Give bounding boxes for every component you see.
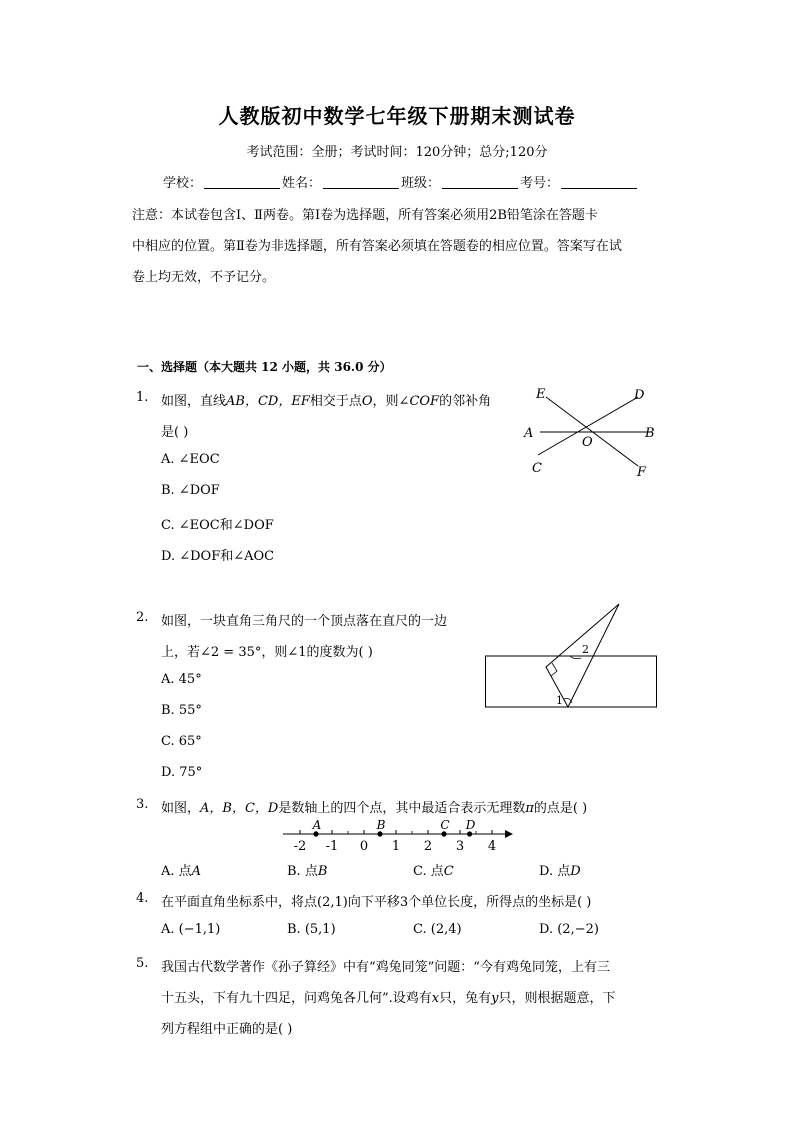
q1-stem-text: 如图，直线 xyxy=(161,394,227,409)
q3-stem-text: 如图， xyxy=(161,801,201,816)
q4-option-b[interactable]: B. (5,1) xyxy=(287,922,336,937)
q3-option-d[interactable] xyxy=(539,860,581,879)
q1-stem-angle: ∠COF xyxy=(398,394,440,409)
number-blank[interactable] xyxy=(561,176,637,189)
notice-line-3: 卷上均无效，不予记分。 xyxy=(132,270,276,285)
point-a-dot xyxy=(313,831,318,836)
q5-line-1: 我国古代数学著作《孙子算经》中有“鸡兔同笼”问题：“今有鸡兔同笼，上有三 xyxy=(161,960,610,975)
q2-option-d[interactable]: D. 75° xyxy=(161,765,203,780)
tick-label: -2 xyxy=(293,839,307,854)
q3-option-a[interactable] xyxy=(161,860,201,879)
q2-option-c[interactable]: C. 65° xyxy=(161,734,202,749)
q1-option-d-a: D. ∠DOF xyxy=(161,549,221,564)
q3-option-a-text: A. 点 xyxy=(161,864,192,879)
q3-stem-points: A，B，C，D xyxy=(200,801,279,816)
school-label: 学校： xyxy=(163,176,203,191)
q3-option-b-point: B xyxy=(317,864,328,879)
tick-label: 2 xyxy=(423,839,433,854)
q5-line-3: 列方程组中正确的是( ) xyxy=(161,1022,293,1037)
q4-stem: 在平面直角坐标系中，将点(2,1)向下平移3个单位长度，所得点的坐标是( ) xyxy=(161,895,592,910)
label-a: A xyxy=(524,426,534,441)
point-c-dot xyxy=(441,831,446,836)
page-title: 人教版初中数学七年级下册期末测试卷 xyxy=(218,104,576,128)
q5-line-2-c: 只，兔有 xyxy=(439,991,492,1006)
q3-option-b-text: B. 点 xyxy=(287,864,318,879)
q1-option-d-b: ∠AOC xyxy=(233,549,275,564)
axis-arrow xyxy=(505,830,513,838)
label-f: F xyxy=(637,465,647,480)
q1-stem-text-2: 相交于点 xyxy=(309,394,362,409)
notice-line-2: 中相应的位置。第Ⅱ卷为非选择题，所有答案必须填在答题卷的相应位置。答案写在试 xyxy=(132,239,622,254)
q1-option-b[interactable]: B. ∠DOF xyxy=(161,483,220,498)
number-line xyxy=(280,815,515,855)
q1-option-c-b: ∠DOF xyxy=(232,518,274,533)
q2-number: 2. xyxy=(136,610,149,625)
q3-option-b[interactable] xyxy=(287,860,327,879)
number-label: 考号： xyxy=(520,176,560,191)
q1-stem-text-4: 的邻补角 xyxy=(439,394,492,409)
q4-number: 4. xyxy=(136,891,149,906)
q1-option-d[interactable] xyxy=(161,545,274,564)
q2-option-b[interactable]: B. 55° xyxy=(161,703,202,718)
q3-option-a-point: A xyxy=(191,864,202,879)
label-e: E xyxy=(536,387,546,402)
q2-stem-line2: 上，若∠2 = 35°，则∠1的度数为( ) xyxy=(161,645,373,660)
q3-stem-pi: π xyxy=(525,801,534,816)
q3-option-d-point: D xyxy=(570,864,581,879)
q1-stem-text-3: ，则 xyxy=(372,394,399,409)
q3-option-c[interactable] xyxy=(413,860,454,879)
q4-option-c[interactable]: C. (2,4) xyxy=(413,922,462,937)
q5-line-2-a: 十五头，下有九十四足，问鸡兔各几何”.设鸡有 xyxy=(161,991,432,1006)
q1-option-c[interactable] xyxy=(161,514,274,533)
point-d-dot xyxy=(467,831,472,836)
q3-stem xyxy=(161,797,587,816)
tick-label: -1 xyxy=(325,839,339,854)
q2-stem-line1: 如图，一块直角三角尺的一个顶点落在直尺的一边 xyxy=(161,614,448,629)
name-label: 姓名： xyxy=(282,176,322,191)
school-blank[interactable] xyxy=(204,176,280,189)
q5-line-2-e: 只，则根据题意，下 xyxy=(498,991,616,1006)
tick-label: 4 xyxy=(487,839,497,854)
q1-stem xyxy=(161,390,491,409)
point-d-label: D xyxy=(465,818,476,832)
q2-figure xyxy=(484,602,660,712)
q3-option-d-text: D. 点 xyxy=(539,864,571,879)
name-blank[interactable] xyxy=(323,176,399,189)
notice xyxy=(132,200,667,293)
tick-label: 1 xyxy=(391,839,401,854)
point-a-label: A xyxy=(312,818,322,832)
q1-option-c-and: 和 xyxy=(219,518,233,533)
student-info-line xyxy=(163,172,639,191)
angle-2-label: 2 xyxy=(582,643,589,656)
q5-number: 5. xyxy=(136,956,149,971)
q1-stem-line2: 是( ) xyxy=(161,425,189,440)
class-blank[interactable] xyxy=(442,176,518,189)
q3-number: 3. xyxy=(136,797,149,812)
q5-var-y: y xyxy=(491,991,499,1006)
right-angle-mark xyxy=(551,663,557,676)
q1-stem-point: O xyxy=(361,394,373,409)
q3-stem-text-2: 是数轴上的四个点，其中最适合表示无理数 xyxy=(278,801,526,816)
q5-line-2 xyxy=(161,987,616,1006)
q1-option-c-a: C. ∠EOC xyxy=(161,518,220,533)
tick-label: 3 xyxy=(455,839,465,854)
point-c-label: C xyxy=(440,818,450,832)
exam-info: 考试范围：全册；考试时间：120分钟；总分;120分 xyxy=(246,145,548,160)
q3-stem-text-3: 的点是( ) xyxy=(533,801,588,816)
q3-option-c-point: C xyxy=(443,864,454,879)
class-label: 班级： xyxy=(401,176,441,191)
label-d: D xyxy=(634,388,645,403)
q1-number: 1. xyxy=(136,390,149,405)
ruler xyxy=(486,656,657,707)
label-o: O xyxy=(582,435,593,450)
q1-figure xyxy=(510,380,670,485)
point-b-label: B xyxy=(376,818,386,832)
q5-var-x: x xyxy=(431,991,440,1006)
q4-option-a[interactable]: A. (−1,1) xyxy=(161,922,221,937)
notice-line-1: 注意：本试卷包含Ⅰ、Ⅱ两卷。第Ⅰ卷为选择题，所有答案必须用2B铅笔涂在答题卡 xyxy=(132,208,598,223)
q1-option-a[interactable]: A. ∠EOC xyxy=(161,452,220,467)
tick-label: 0 xyxy=(359,839,369,854)
q1-option-d-and: 和 xyxy=(220,549,234,564)
q3-option-c-text: C. 点 xyxy=(413,864,444,879)
q2-option-a[interactable]: A. 45° xyxy=(161,672,202,687)
q1-stem-lines: AB，CD，EF xyxy=(226,394,310,409)
label-b: B xyxy=(645,426,655,441)
label-c: C xyxy=(532,461,542,476)
point-b-dot xyxy=(377,831,382,836)
q4-option-d[interactable]: D. (2,−2) xyxy=(539,922,599,937)
section-heading: 一、选择题（本大题共 12 小题，共 36.0 分） xyxy=(137,360,392,374)
angle-1-label: 1 xyxy=(556,694,563,707)
